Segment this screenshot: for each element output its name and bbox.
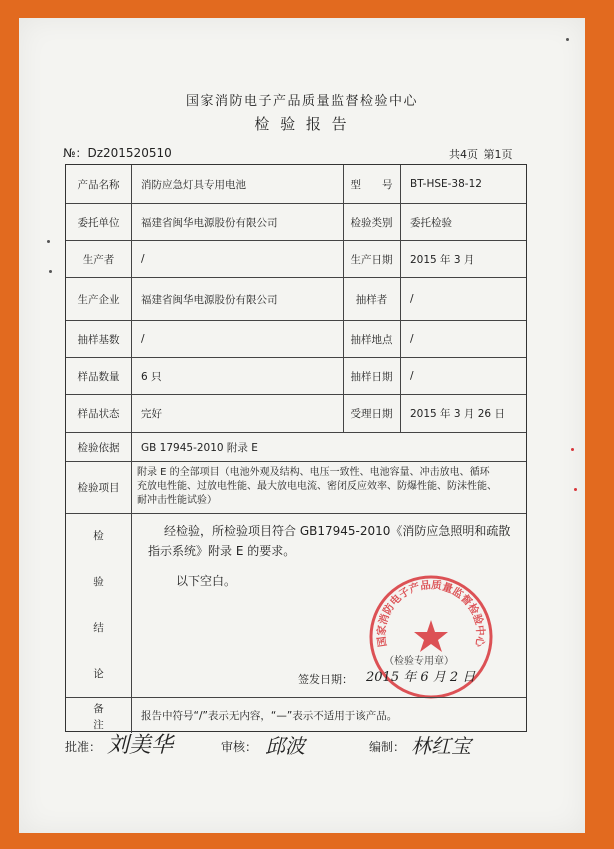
row-product <box>66 165 526 203</box>
sample-status-value: 完好 <box>141 408 162 420</box>
items-line: 耐冲击性能试验） <box>137 495 217 506</box>
review-signature: 邱波 <box>265 734 305 758</box>
items-value <box>131 462 528 513</box>
model-value: BT-HSE-38-12 <box>410 178 482 190</box>
row-producer <box>66 240 526 277</box>
sample-base-label: 抽样基数 <box>77 333 120 346</box>
seal-note: （检验专用章） <box>384 656 454 667</box>
row-client <box>66 203 526 240</box>
producer-value: / <box>141 253 145 265</box>
report-sheet <box>19 18 585 833</box>
sample-base-value: / <box>141 333 145 345</box>
center-name: 国家消防电子产品质量监督检验中心 <box>185 94 418 109</box>
approve-signature: 刘美华 <box>107 733 174 758</box>
basis-value: GB 17945-2010 附录 E <box>141 441 258 454</box>
issue-date-handwritten: 2015 年 6 月 2 日 <box>366 670 476 685</box>
items-line: 充放电性能、过放电性能、最大放电电流、密闭反应效率、防爆性能、防沫性能、 <box>137 481 497 492</box>
basis-label: 检验依据 <box>77 441 120 454</box>
row-items <box>66 461 526 513</box>
production-date-label: 生产日期 <box>350 253 393 266</box>
report-table <box>65 164 527 732</box>
approve-label: 批准： <box>65 740 102 754</box>
sampler-label: 抽样者 <box>355 293 388 306</box>
prepare-label: 编制： <box>369 740 406 754</box>
report-number: №：Dz201520510 <box>63 146 172 160</box>
model-label: 型 号 <box>350 178 393 191</box>
row-basis <box>66 432 526 461</box>
row-manufacturer <box>66 277 526 320</box>
sample-location-label: 抽样地点 <box>350 333 393 346</box>
manufacturer-value: 福建省闽华电源股份有限公司 <box>141 293 278 306</box>
seal-text: 国家消防电子产品质量监督检验中心 <box>375 579 487 648</box>
sample-qty-value: 6 只 <box>141 370 162 383</box>
inspection-type-label: 检验类别 <box>350 216 393 229</box>
row-conclusion <box>66 513 526 697</box>
row-sample-qty <box>66 357 526 394</box>
sample-date-label: 抽样日期 <box>350 370 393 383</box>
client-label: 委托单位 <box>77 216 120 229</box>
remarks-label-char: 备 <box>93 703 104 715</box>
product-name-label: 产品名称 <box>77 178 120 191</box>
client-value: 福建省闽华电源股份有限公司 <box>141 216 278 229</box>
sample-qty-label: 样品数量 <box>77 370 120 383</box>
sampler-value: / <box>410 293 414 305</box>
producer-label: 生产者 <box>82 253 115 266</box>
remarks-text: 报告中符号“/”表示无内容，“—”表示不适用于该产品。 <box>141 710 398 722</box>
row-sample-status <box>66 394 526 432</box>
conclusion-line: 经检验，所检验项目符合 GB17945-2010《消防应急照明和疏散 <box>164 524 511 538</box>
review-label: 审核： <box>221 740 258 754</box>
sample-status-label: 样品状态 <box>77 408 120 420</box>
sample-location-value: / <box>410 333 414 345</box>
conclusion-label-char: 论 <box>93 668 104 680</box>
product-name-value: 消防应急灯具专用电池 <box>141 178 246 191</box>
received-date-label: 受理日期 <box>350 408 393 420</box>
issue-date-label: 签发日期： <box>298 673 353 686</box>
inspection-type-value: 委托检验 <box>410 216 452 229</box>
production-date-value: 2015 年 3 月 <box>410 253 475 266</box>
sample-date-value: / <box>410 370 414 382</box>
report-title: 检 验 报 告 <box>254 115 350 133</box>
prepare-signature: 林红宝 <box>411 734 471 758</box>
conclusion-line: 指示系统》附录 E 的要求。 <box>148 544 296 558</box>
conclusion-label-char: 验 <box>93 576 104 588</box>
conclusion-label-char: 结 <box>93 622 104 634</box>
manufacturer-label: 生产企业 <box>77 293 120 306</box>
remarks-label-char: 注 <box>93 719 104 731</box>
conclusion-label-char: 检 <box>93 530 104 542</box>
page-info: 共4页 第1页 <box>449 148 513 161</box>
row-sample-base <box>66 320 526 357</box>
items-line: 附录 E 的全部项目（电池外观及结构、电压一致性、电池容量、冲击放电、循环 <box>137 467 490 478</box>
items-label: 检验项目 <box>77 482 120 494</box>
received-date-value: 2015 年 3 月 26 日 <box>410 408 505 420</box>
conclusion-line: 以下空白。 <box>176 574 237 588</box>
